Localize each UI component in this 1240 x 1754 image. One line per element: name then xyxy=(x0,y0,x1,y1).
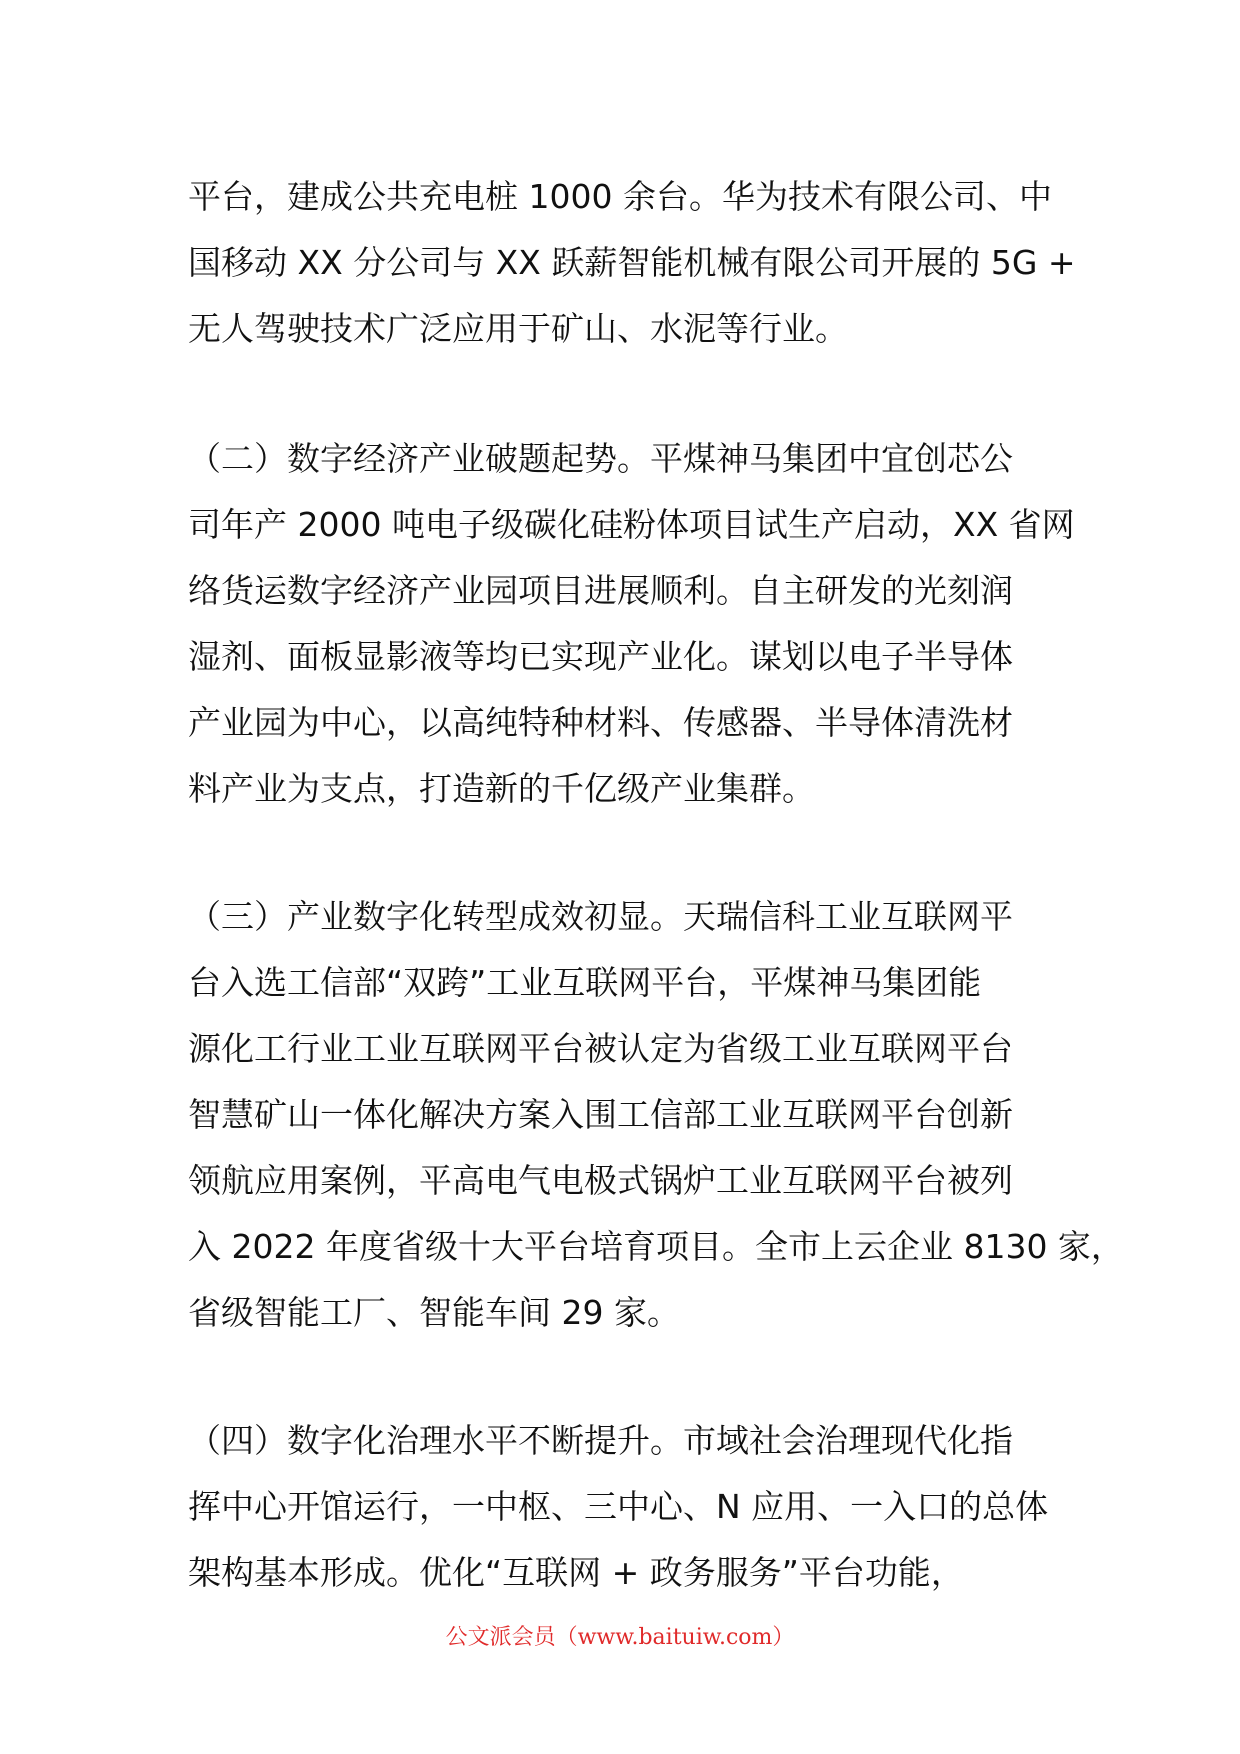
text-line: 智慧矿山一体化解决方案入围工信部工业互联网平台创新 xyxy=(188,1095,1013,1134)
text-line: （四）数字化治理水平不断提升。市域社会治理现代化指 xyxy=(188,1421,1013,1460)
text-line: （二）数字经济产业破题起势。平煤神马集团中宜创芯公 xyxy=(188,439,1013,478)
text-line: 国移动 XX 分公司与 XX 跃薪智能机械有限公司开展的 5G + xyxy=(188,243,1076,282)
text-line: 领航应用案例，平高电气电极式锅炉工业互联网平台被列 xyxy=(188,1161,1013,1200)
text-line: 挥中心开馆运行，一中枢、三中心、N 应用、一入口的总体 xyxy=(188,1487,1049,1526)
text-line: 架构基本形成。优化“互联网 + 政务服务”平台功能， xyxy=(188,1553,964,1592)
text-line: 省级智能工厂、智能车间 29 家。 xyxy=(188,1293,680,1332)
paragraph-section-2 xyxy=(188,426,1088,822)
text-line: 产业园为中心，以高纯特种材料、传感器、半导体清洗材 xyxy=(188,703,1013,742)
paragraph-section-3 xyxy=(188,884,1124,1346)
text-line: 络货运数字经济产业园项目进展顺利。自主研发的光刻润 xyxy=(188,571,1013,610)
text-line: （三）产业数字化转型成效初显。天瑞信科工业互联网平 xyxy=(188,897,1013,936)
text-line: 入 2022 年度省级十大平台培育项目。全市上云企业 8130 家， xyxy=(188,1227,1124,1266)
footer-watermark-link[interactable]: 公文派会员（www.baituiw.com） xyxy=(445,1625,795,1650)
text-line: 湿剂、面板显影液等均已实现产业化。谋划以电子半导体 xyxy=(188,637,1013,676)
text-line: 台入选工信部“双跨”工业互联网平台，平煤神马集团能 xyxy=(188,963,982,1002)
paragraph-section-4 xyxy=(188,1408,1088,1606)
text-line: 司年产 2000 吨电子级碳化硅粉体项目试生产启动，XX 省网 xyxy=(188,505,1075,544)
text-line: 无人驾驶技术广泛应用于矿山、水泥等行业。 xyxy=(188,309,848,348)
paragraph-continuation xyxy=(188,164,1088,362)
text-line: 平台，建成公共充电桩 1000 余台。华为技术有限公司、中 xyxy=(188,177,1052,216)
text-line: 源化工行业工业互联网平台被认定为省级工业互联网平台 xyxy=(188,1029,1013,1068)
text-line: 料产业为支点，打造新的千亿级产业集群。 xyxy=(188,769,815,808)
